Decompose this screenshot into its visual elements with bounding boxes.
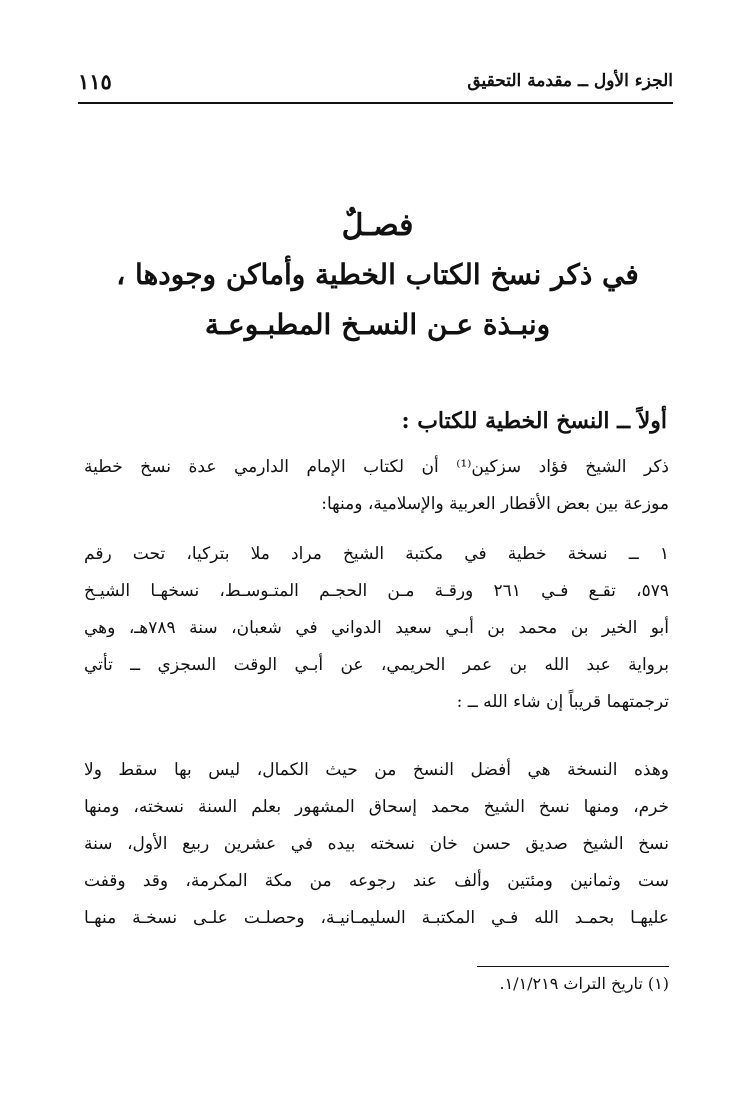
footnote-separator: [477, 966, 669, 967]
text-line: نسخ الشيخ صديق حسن خان نسخته بيده في عشرين ربيع الأول، سنة: [84, 834, 669, 854]
text-line: أبو الخير بن محمد بن أبـي سعيد الدواني في شعبان، سنة ٧٨٩هـ، وهي: [84, 618, 670, 638]
footnote: (١) تاريخ التراث ١/١/٢١٩.: [499, 974, 669, 993]
text-line: وهذه النسخة هي أفضل النسخ من حيث الكمال، ليس بها سقط ولا: [84, 760, 669, 780]
chapter-heading: فصـلٌ: [341, 208, 414, 243]
text-line: ست وثمانين ومئتين وألف عند رجوعه من مكة المكرمة، وقد وقفت: [84, 871, 669, 891]
section-title: أولاً ــ النسخ الخطية للكتاب :: [401, 408, 667, 434]
text-line: خرم، ومنها نسخ الشيخ محمد إسحاق المشهور بعلم السنة نسخته، ومنها: [84, 797, 669, 817]
paragraph-manuscript-1: [84, 536, 669, 721]
text-line: ١ ــ نسخة خطية في مكتبة الشيخ مراد ملا بتركيا، تحت رقم: [84, 544, 669, 564]
text-line: ٥٧٩، تقـع فـي ٢٦١ ورقـة مـن الحجـم المتـوسـط، نسخهـا الشيـخ: [84, 581, 669, 601]
paragraph-manuscript-quality: [84, 752, 669, 937]
page-number: ١١٥: [78, 68, 112, 94]
text-line: موزعة بين بعض الأقطار العربية والإسلامية، ومنها:: [321, 494, 669, 514]
text-line: ترجمتهما قريباً إن شاء الله ــ :: [456, 692, 669, 712]
text-line: عليهـا بحمـد الله فـي المكتبـة السليمـانيـة، وحصلـت علـى نسخـة منهـا: [84, 908, 669, 928]
header-rule: [78, 102, 673, 104]
text-line: ذكر الشيخ فؤاد سزكين⁽¹⁾ أن لكتاب الإمام الدارمي عدة نسخ خطية: [84, 457, 669, 477]
paragraph-intro: [84, 449, 669, 523]
running-header-title: الجزء الأول ــ مقدمة التحقيق: [467, 71, 673, 91]
text-line: برواية عبد الله بن عمر الحريمي، عن أبـي الوقت السجزي ــ تأتي: [84, 655, 669, 675]
chapter-subheading-line-1: في ذكر نسخ الكتاب الخطية وأماكن وجودها ،: [116, 258, 639, 291]
chapter-subheading-line-2: ونبـذة عـن النسـخ المطبـوعـة: [204, 308, 551, 341]
running-header: [78, 62, 673, 100]
